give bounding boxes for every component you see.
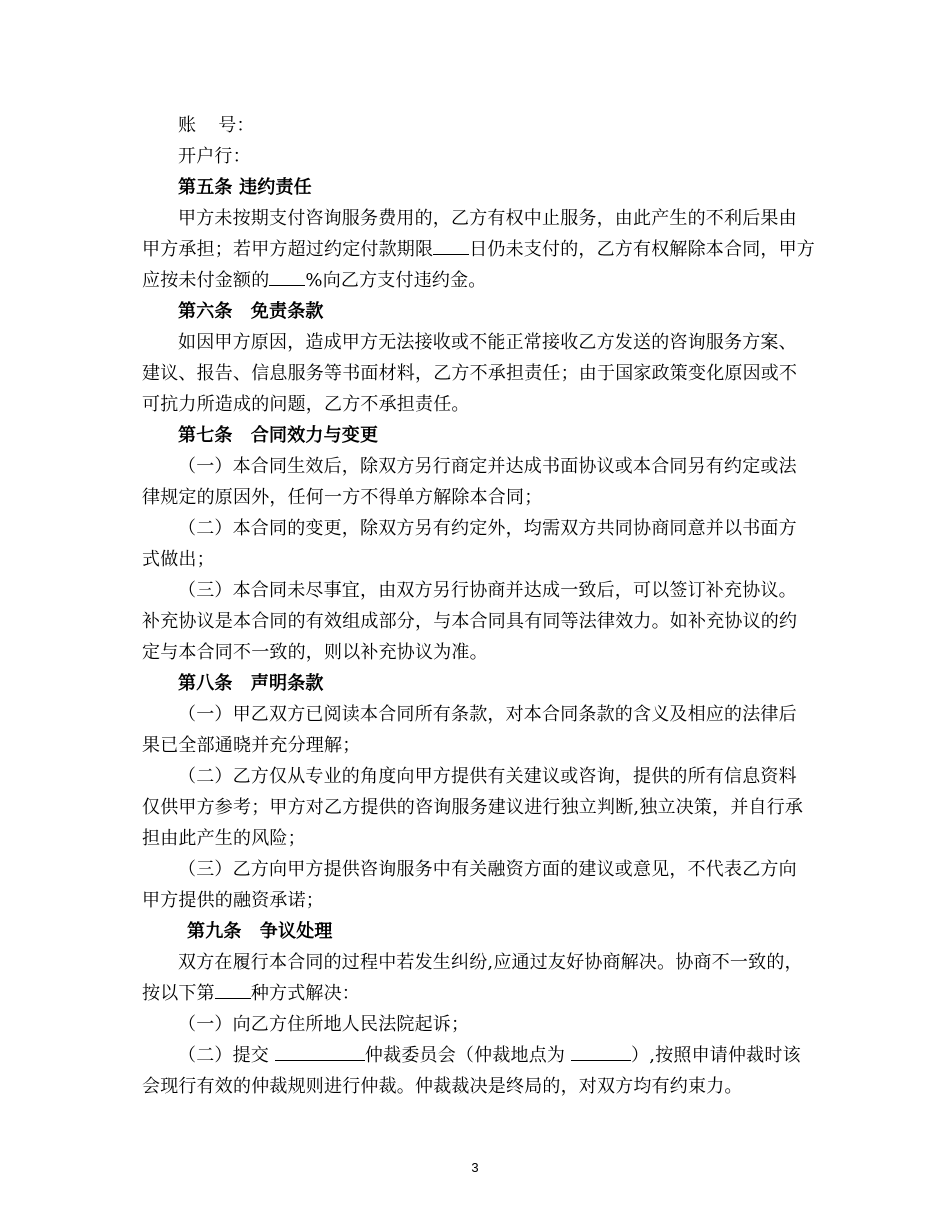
article-8-line-7: 甲方提供的融资承诺；: [142, 890, 324, 911]
article-9-line-4-b: 仲裁委员会（仲裁地点为: [364, 1045, 572, 1066]
article-7-heading: 第七条 合同效力与变更: [178, 425, 379, 446]
article-5-line-1: 甲方未按期支付咨询服务费用的，乙方有权中止服务，由此产生的不利后果由: [178, 208, 797, 229]
article-7-line-1: （一）本合同生效后，除双方另行商定并达成书面协议或本合同另有约定或法: [178, 456, 797, 477]
article-8-line-5: 担由此产生的风险；: [142, 828, 306, 849]
article-8-heading: 第八条 声明条款: [178, 673, 324, 694]
account-label-1: 账: [178, 115, 197, 136]
blank-percent: [269, 265, 305, 286]
article-9-line-4-c: ）,按照申请仲裁时该: [631, 1045, 801, 1066]
article-8-line-6: （三）乙方向甲方提供咨询服务中有关融资方面的建议或意见，不代表乙方向: [178, 859, 797, 880]
account-line: [142, 110, 822, 141]
article-6-line-1: 如因甲方原因，造成甲方无法接收或不能正常接收乙方发送的咨询服务方案、: [178, 332, 797, 353]
article-8-line-1: （一）甲乙双方已阅读本合同所有条款，对本合同条款的含义及相应的法律后: [178, 704, 797, 725]
article-7-line-7: 定与本合同不一致的，则以补充协议为准。: [142, 642, 488, 663]
article-7-line-5: （三）本合同未尽事宜，由双方另行协商并达成一致后，可以签订补充协议。: [178, 580, 797, 601]
page-number: 3: [471, 1160, 479, 1175]
blank-arbitration-place: [571, 1040, 631, 1061]
blank-days: [433, 234, 469, 255]
bank-line: 开户行：: [178, 146, 251, 167]
article-9-heading: 第九条 争议处理: [187, 921, 333, 942]
article-9-line-4: [142, 1040, 822, 1071]
article-9-line-3: （一）向乙方住所地人民法院起诉；: [178, 1014, 470, 1035]
article-9-line-2-a: 按以下第: [142, 983, 215, 1004]
blank-method: [215, 978, 251, 999]
document-body: [142, 110, 822, 1102]
article-9-line-1: 双方在履行本合同的过程中若发生纠纷,应通过友好协商解决。协商不一致的，: [178, 952, 803, 973]
article-7-line-4: 式做出；: [142, 549, 215, 570]
account-label-2: 号：: [218, 115, 255, 136]
article-9-line-4-a: （二）提交: [178, 1045, 275, 1066]
article-9-line-2: [142, 978, 822, 1009]
article-5-line-3: [142, 265, 822, 296]
article-8-line-3: （二）乙方仅从专业的角度向甲方提供有关建议或咨询，提供的所有信息资料: [178, 766, 797, 787]
article-6-heading: 第六条 免责条款: [178, 301, 324, 322]
article-6-line-2: 建议、报告、信息服务等书面材料，乙方不承担责任；由于国家政策变化原因或不: [142, 363, 798, 384]
article-5-line-2-a: 甲方承担；若甲方超过约定付款期限: [142, 239, 434, 260]
article-7-line-2: 律规定的原因外，任何一方不得单方解除本合同；: [142, 487, 543, 508]
article-7-line-3: （二）本合同的变更，除双方另有约定外，均需双方共同协商同意并以书面方: [178, 518, 797, 539]
article-8-line-4: 仅供甲方参考；甲方对乙方提供的咨询服务建议进行独立判断,独立决策，并自行承: [142, 797, 804, 818]
article-9-line-2-b: 种方式解决：: [250, 983, 361, 1004]
article-8-line-2: 果已全部通晓并充分理解；: [142, 735, 361, 756]
article-5-line-3-b: %向乙方支付违约金。: [305, 270, 487, 291]
article-5-heading: 第五条 违约责任: [178, 177, 312, 198]
article-6-line-3: 可抗力所造成的问题，乙方不承担责任。: [142, 394, 470, 415]
article-9-line-5: 会现行有效的仲裁规则进行仲裁。仲裁裁决是终局的，对双方均有约束力。: [142, 1076, 743, 1097]
article-5-line-2: [142, 234, 822, 265]
article-5-line-2-b: 日仍未支付的，乙方有权解除本合同，甲方: [469, 239, 816, 260]
blank-arbitration-commission: [275, 1040, 365, 1061]
article-5-line-3-a: 应按未付金额的: [142, 270, 270, 291]
article-7-line-6: 补充协议是本合同的有效组成部分，与本合同具有同等法律效力。如补充协议的约: [142, 611, 798, 632]
